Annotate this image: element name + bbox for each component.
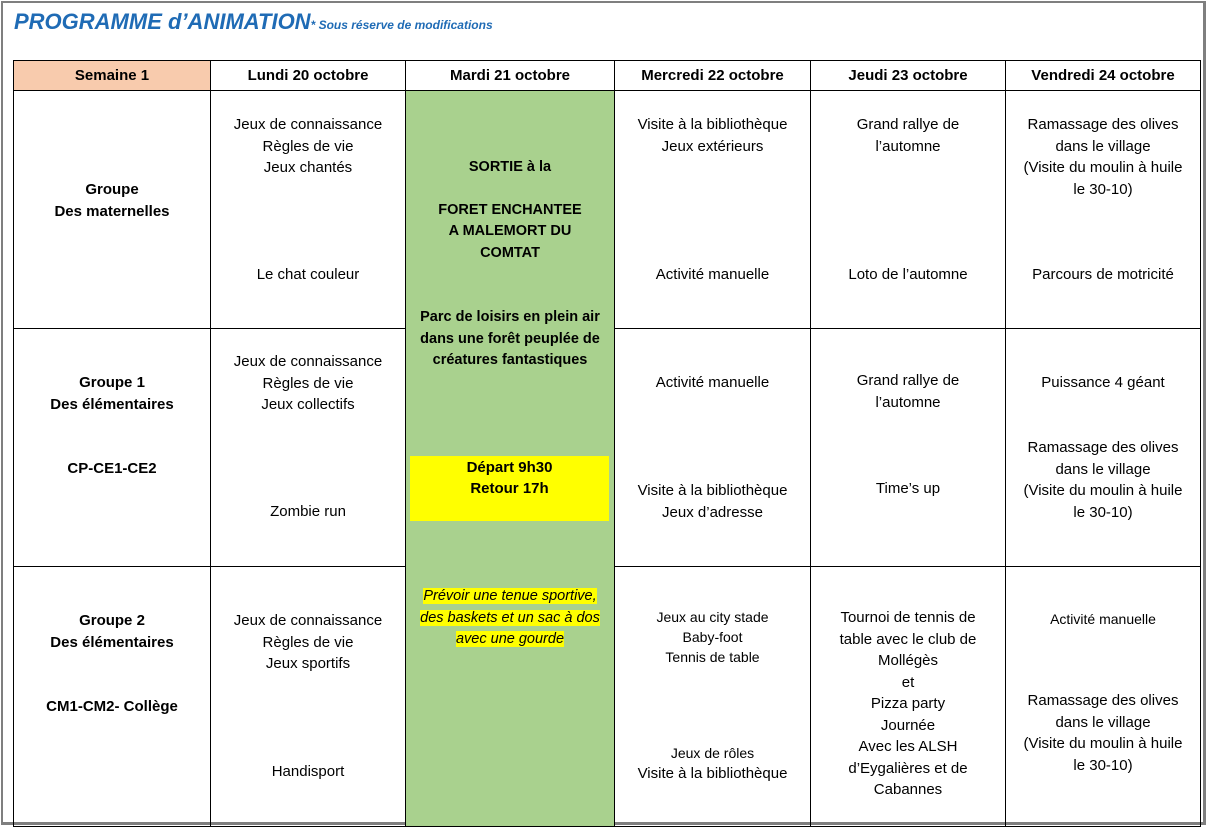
trip-desc2: dans une forêt peuplée de (420, 330, 600, 347)
group-line2: Des maternelles (54, 202, 170, 220)
activity: Handisport (271, 763, 345, 780)
trip-desc3: créatures fantastiques (432, 352, 588, 368)
activity: Ramassage des olives (1027, 116, 1179, 133)
activity: Visite à la bibliothèque (637, 765, 788, 782)
activity: Activité manuelle (655, 374, 770, 391)
friday-cell (1006, 329, 1201, 567)
activity: table avec le club de (839, 630, 977, 648)
activity: Journée (880, 716, 936, 734)
activity: Puissance 4 géant (1041, 374, 1165, 391)
activity: Baby-foot (682, 629, 743, 645)
activity: Jeux de connaissance (233, 612, 383, 629)
activity: Cabannes (873, 781, 943, 798)
trip-retour: Retour 17h (470, 480, 549, 497)
wednesday-cell (615, 329, 811, 567)
activity: Grand rallye de (856, 372, 960, 389)
activity: Zombie run (270, 503, 346, 520)
trip-line1: SORTIE à la (468, 159, 552, 175)
trip-note1: Prévoir une tenue sportive, (423, 588, 597, 604)
activity: l’automne (875, 393, 941, 411)
activity: Jeux au city stade (656, 609, 769, 625)
group-line2: Des élémentaires (50, 395, 174, 413)
activity: Règles de vie (262, 633, 354, 651)
monday-cell (211, 91, 406, 329)
thursday-cell (811, 91, 1006, 329)
activity: d’Eygalières et de (848, 759, 968, 777)
wednesday-cell (615, 91, 811, 329)
activity: Pizza party (870, 695, 946, 712)
activity: (Visite du moulin à huile (1023, 482, 1183, 499)
activity: Jeux chantés (263, 159, 353, 176)
header-friday: Vendredi 24 octobre (1006, 61, 1201, 91)
trip-depart: Départ 9h30 (466, 459, 553, 476)
trip-note (406, 586, 614, 651)
group-cell (14, 567, 211, 827)
activity: Parcours de motricité (1032, 266, 1174, 283)
header-thursday: Jeudi 23 octobre (811, 61, 1006, 91)
header-monday: Lundi 20 octobre (211, 61, 406, 91)
activity: (Visite du moulin à huile (1023, 735, 1183, 752)
thursday-cell (811, 567, 1006, 827)
activity: le 30-10) (1073, 180, 1133, 198)
monday-cell (211, 567, 406, 827)
trip-desc1: Parc de loisirs en plein air (420, 309, 600, 325)
activity: et (901, 673, 915, 691)
group-level: CP-CE1-CE2 (67, 460, 157, 477)
header-wednesday: Mercredi 22 octobre (615, 61, 811, 91)
activity: le 30-10) (1073, 756, 1133, 774)
activity: Jeux de rôles (670, 745, 755, 761)
trip-line4: COMTAT (480, 244, 540, 261)
wednesday-cell (615, 567, 811, 827)
schedule-table (13, 60, 1201, 827)
activity: dans le village (1055, 460, 1151, 478)
activity: Avec les ALSH (858, 738, 958, 755)
activity: Jeux sportifs (265, 655, 351, 672)
activity: Visite à la bibliothèque (637, 482, 788, 499)
group-line1: Groupe (85, 181, 139, 198)
trip-note3: avec une gourde (455, 631, 565, 647)
trip-times-box (410, 456, 609, 521)
activity: le 30-10) (1073, 503, 1133, 521)
activity: Mollégès (877, 652, 939, 669)
group-line2: Des élémentaires (50, 633, 174, 651)
activity: Ramassage des olives (1027, 692, 1179, 709)
activity: Activité manuelle (655, 266, 770, 283)
tuesday-trip-cell (406, 91, 615, 827)
activity: dans le village (1055, 137, 1151, 155)
activity: Règles de vie (262, 374, 354, 392)
thursday-cell (811, 329, 1006, 567)
activity: Tennis de table (665, 649, 760, 665)
activity: Jeux extérieurs (661, 137, 764, 155)
monday-cell (211, 329, 406, 567)
activity: Time’s up (875, 480, 941, 497)
activity: Jeux collectifs (261, 396, 355, 413)
header-row (14, 61, 1201, 91)
group-level: CM1-CM2- Collège (46, 698, 178, 715)
activity: Loto de l’automne (848, 266, 968, 283)
activity: Activité manuelle (1050, 611, 1156, 627)
activity: Grand rallye de (856, 116, 960, 133)
friday-cell (1006, 91, 1201, 329)
group-cell (14, 91, 211, 329)
trip-line2: FORET ENCHANTEE (438, 201, 582, 218)
activity: Règles de vie (262, 137, 354, 155)
friday-cell (1006, 567, 1201, 827)
activity: (Visite du moulin à huile (1023, 159, 1183, 176)
group-cell (14, 329, 211, 567)
activity: dans le village (1055, 713, 1151, 731)
group-line1: Groupe 2 (79, 612, 145, 629)
activity: Jeux de connaissance (233, 353, 383, 370)
header-tuesday: Mardi 21 octobre (406, 61, 615, 91)
trip-line3: A MALEMORT DU (448, 223, 572, 239)
activity: Tournoi de tennis de (840, 609, 976, 626)
activity: l’automne (875, 137, 941, 155)
activity: Jeux de connaissance (233, 116, 383, 133)
trip-note2: des baskets et un sac à dos (420, 609, 600, 626)
header-week: Semaine 1 (14, 61, 211, 91)
row-maternelles (14, 91, 1201, 329)
activity: Le chat couleur (256, 266, 360, 283)
title-note: * Sous réserve de modifications (310, 18, 493, 32)
title-main: PROGRAMME d’ANIMATION (14, 9, 311, 34)
activity: Ramassage des olives (1027, 439, 1179, 456)
page-title (14, 9, 493, 35)
activity: Jeux d’adresse (662, 503, 763, 521)
activity: Visite à la bibliothèque (637, 116, 788, 133)
group-line1: Groupe 1 (79, 374, 145, 391)
